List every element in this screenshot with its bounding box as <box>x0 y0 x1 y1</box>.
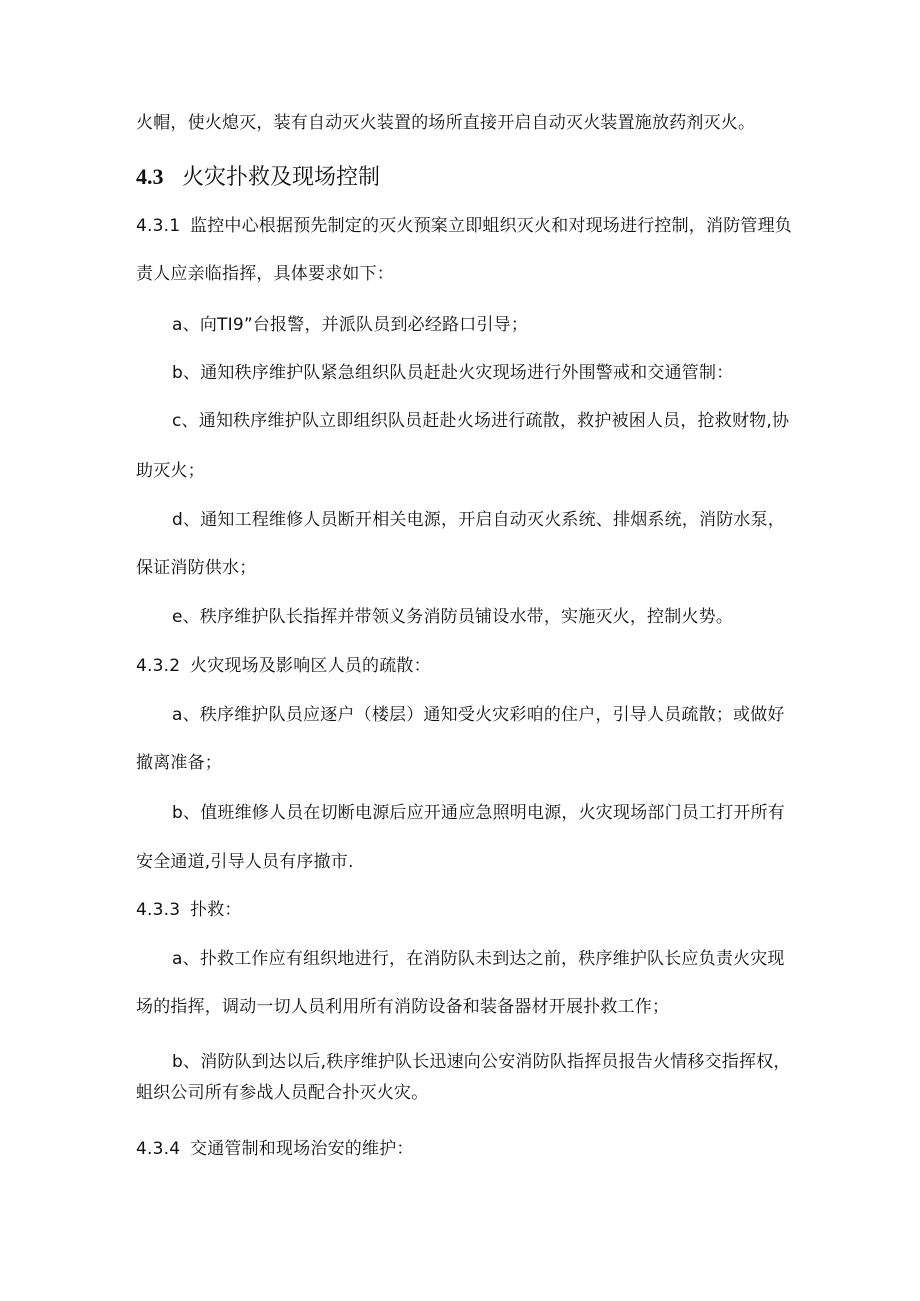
paragraph-text: 监控中心根据预先制定的灭火预案立即蛆织灭火和对现场进行控制，消防管理负 <box>190 216 792 236</box>
list-item-a: a、秩序维护队员应逐户（楼层）通知受火灾彩咱的住户，引导人员疏散；或做好 <box>172 705 785 725</box>
list-item-c-continued: 助灭火； <box>136 461 205 481</box>
list-item-d: d、通知工程维修人员断开相关电源，开启自动灭火系统、排烟系统，消防水泵， <box>172 510 785 530</box>
list-item-b: b、通知秩序维护队紧急组织队员赶赴火灾现场进行外围警戒和交通管制： <box>172 363 734 383</box>
subsection-4-3-3 <box>136 898 242 922</box>
subsection-4-3-2 <box>136 654 431 678</box>
list-item-a: a、向TI9”台报警，并派队员到必经路口引导； <box>172 315 529 335</box>
list-item-b: b、消防队到达以后,秩序维护队长迅速向公安消防队指挥员报告火情移交指挥权， <box>172 1052 791 1072</box>
paragraph-line: 火帽，使火熄灭，装有自动灭火装置的场所直接开启自动灭火装置施放药剂灭火。 <box>136 113 756 133</box>
list-item-a: a、扑救工作应有组织地进行，在消防队未到达之前，秩序维护队长应负责火灾现 <box>172 949 785 969</box>
subsection-number: 4.3.4 <box>136 1139 181 1159</box>
section-heading-4-3 <box>136 162 380 193</box>
subsection-4-3-4 <box>136 1137 414 1161</box>
subsection-title: 扑救： <box>190 900 242 920</box>
list-item-b-continued: 蛆织公司所有参战人员配合扑灭火灾。 <box>136 1083 429 1103</box>
list-item-a-continued: 撤离准备； <box>136 753 222 773</box>
paragraph-line: 责人应亲临指挥，具体要求如下： <box>136 264 394 284</box>
subsection-number: 4.3.2 <box>136 656 181 676</box>
list-item-b: b、值班维修人员在切断电源后应开通应急照明电源，火灾现场部门员工打开所有 <box>172 803 785 823</box>
subsection-number: 4.3.1 <box>136 216 181 236</box>
list-item-e: e、秩序维护队长指挥并带领义务消防员铺设水带，实施灭火，控制火势。 <box>172 607 734 627</box>
list-item-a-continued: 场的指挥，调动一切人员利用所有消防设备和装备器材开展扑救工作； <box>136 997 670 1017</box>
subsection-title: 交通管制和现场治安的维护： <box>190 1139 414 1159</box>
list-item-b-continued: 安全通道,引导人员有序撤市. <box>136 852 354 872</box>
subsection-number: 4.3.3 <box>136 900 181 920</box>
heading-number: 4.3 <box>136 164 164 189</box>
heading-title: 火灾扑救及现场控制 <box>182 165 381 190</box>
subsection-title: 火灾现场及影响区人员的疏散： <box>190 656 431 676</box>
list-item-d-continued: 保证消防供水； <box>136 558 257 578</box>
list-item-c: c、通知秩序维护队立即组织队员赶赴火场进行疏散，救护被困人员，抢救财物,协 <box>172 411 790 431</box>
subsection-4-3-1 <box>136 214 792 238</box>
